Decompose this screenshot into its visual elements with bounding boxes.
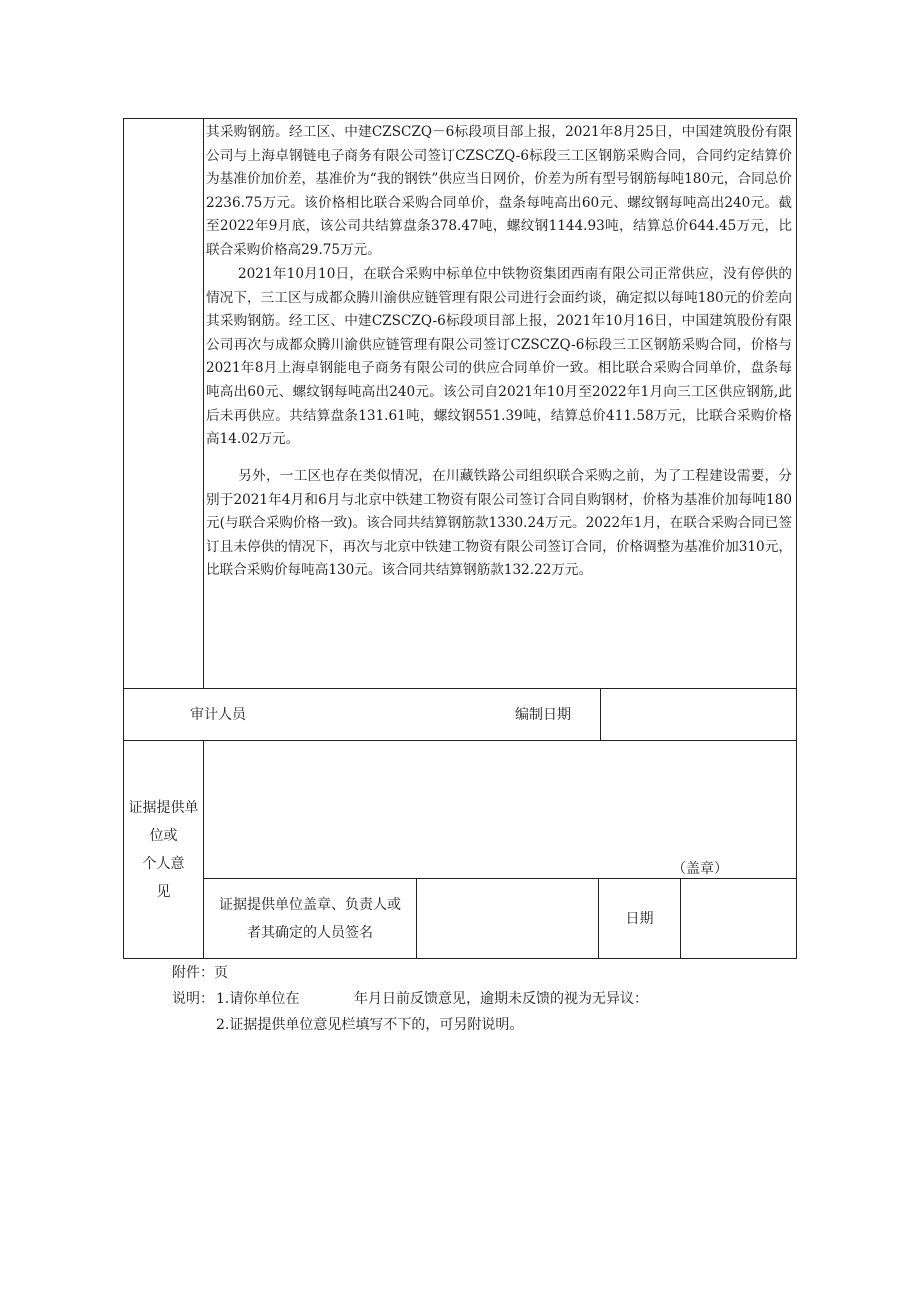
note-1-end: 年月日前反馈意见，逾期未反馈的视为无异议： — [354, 991, 648, 1007]
finding-paragraph-1: 其采购钢筋。经工区、中建CZSCZQ－6标段项目部上报，2021年8月25日，中国建筑股份有限公司与上海卓钢链电子商务有限公司签订CZSCZQ-6标段三工区钢筋采购合同，合同约定结算价为基准价加价差，基准价为“我的钢铁”供应当日网价，价差为所有型号钢筋每吨180元，合同总价2236.75万元。该价格相比联合采购合同单价，盘条每吨高出60元、螺纹钢每吨高出240元。截至2022年9月底，该公司共结算盘条378.47吨，螺纹钢1144.93吨，结算总价644.45万元，比联合采购价格高29.75万元。 — [206, 124, 792, 258]
table-top-border — [123, 118, 797, 119]
date-compiled-label: 编制日期 — [515, 707, 571, 723]
signature-label-line-2: 者其确定的人员签名 — [247, 924, 373, 941]
note-prefix: 说明： — [172, 991, 214, 1007]
note-1-start: 1.请你单位在 — [216, 991, 300, 1007]
evidence-provider-label — [124, 741, 203, 958]
signature-label — [204, 879, 416, 958]
label-column-divider-top — [203, 118, 204, 688]
note-2: 2.证据提供单位意见栏填写不下的，可另附说明。 — [216, 1017, 524, 1033]
evidence-label-line-4: 见 — [156, 883, 171, 900]
date-label: 日期 — [625, 910, 654, 927]
finding-paragraph-3: 另外，一工区也存在类似情况，在川藏铁路公司组织联合采购之前，为了工程建设需要，分别于2021年4月和6月与北京中铁建工物资有限公司签订合同自购钢材，价格为基准价加每吨180元(与联合采购价格一致)。该合同共结算钢筋款1330.24万元。2022年1月，在联合采购合同已签订且未停供的情况下，再次与北京中铁建工物资有限公司签订合同，价格调整为基准价加310元，比联合采购价每吨高130元。该合同共结算钢筋款132.22万元。 — [206, 468, 792, 579]
date-field[interactable] — [681, 879, 796, 958]
finding-paragraph-2: 2021年10月10日，在联合采购中标单位中铁物资集团西南有限公司正常供应，没有停供的情况下，三工区与成都众腾川渝供应链管理有限公司进行会面约谈，确定拟以每吨180元的价差向其采购钢筋。经工区、中建CZSCZQ-6标段项目部上报，2021年10月16日，中国建筑股份有限公司再次与成都众腾川渝供应链管理有限公司签订CZSCZQ-6标段三工区钢筋采购合同，价格与2021年8月上海卓钢能电子商务有限公司的供应合同单价一致。相比联合采购合同单价，盘条每吨高出60元、螺纹钢每吨高出240元。该公司自2021年10月至2022年1月向三工区供应钢筋,此后未再供应。共结算盘条131.61吨，螺纹钢551.39吨，结算总价411.58万元，比联合采购价格高14.02万元。 — [206, 266, 792, 448]
table-right-border — [796, 118, 797, 958]
auditor-label: 审计人员 — [190, 707, 246, 723]
seal-label: （盖章） — [672, 861, 728, 877]
evidence-label-line-1: 证据提供单 — [128, 799, 199, 816]
table-bottom-border — [123, 958, 797, 959]
attachment-note: 附件：页 — [172, 965, 228, 981]
evidence-label-line-2: 位或 — [149, 827, 178, 844]
signature-field[interactable] — [417, 879, 598, 958]
signature-label-line-1: 证据提供单位盖章、负责人或 — [219, 896, 401, 913]
evidence-label-line-3: 个人意 — [142, 855, 185, 872]
date-compiled-field[interactable] — [601, 689, 796, 740]
